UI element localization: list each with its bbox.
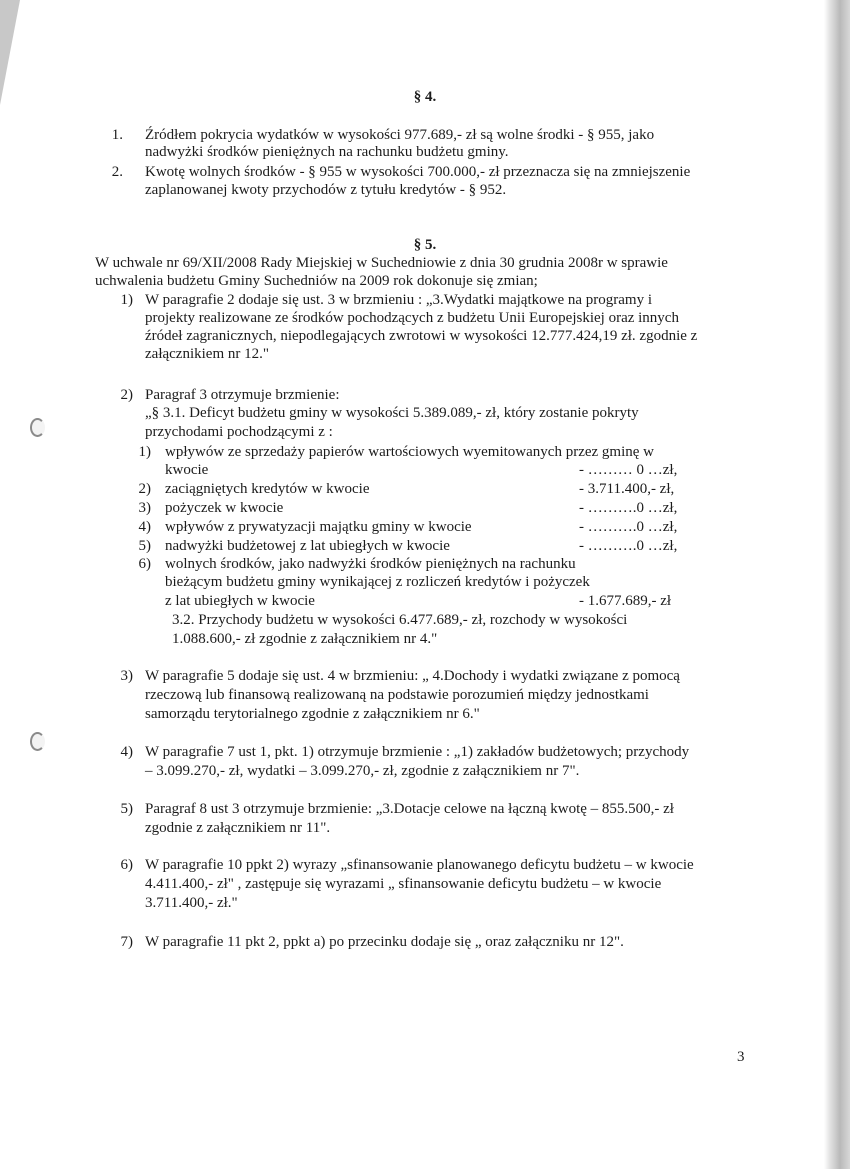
- s5-item-1-line-3: źródeł zagranicznych, niepodlegających zwrotowi w wysokości 12.777.424,19 zł. zgodnie z: [145, 328, 698, 344]
- s4-item-2-line-1: Kwotę wolnych środków - § 955 w wysokości 700.000,- zł przeznacza się na zmniejszenie: [145, 164, 691, 180]
- s5-item-3-line-3: samorządu terytorialnego zgodnie z załącznikiem nr 6.": [145, 706, 480, 722]
- s5-sub-4-amount: - ……….0 …zł,: [579, 519, 678, 535]
- s5-sub-1-line-1: wpływów ze sprzedaży papierów wartościowych wyemitowanych przez gminę w: [165, 444, 654, 460]
- s5-item-7-num: 7): [120, 934, 133, 950]
- s5-sub-6-amount: - 1.677.689,- zł: [579, 593, 672, 609]
- s5-sub-2-amount: - 3.711.400,- zł,: [579, 481, 675, 497]
- s5-item-3-line-2: rzeczową lub finansową realizowaną na podstawie porozumień między jednostkami: [145, 687, 649, 703]
- s5-item-3-line-1: W paragrafie 5 dodaje się ust. 4 w brzmieniu: „ 4.Dochody i wydatki związane z pomocą: [145, 668, 680, 684]
- s4-item-2-line-2: zaplanowanej kwoty przychodów z tytułu kredytów - § 952.: [145, 182, 507, 198]
- s5-item-5-line-1: Paragraf 8 ust 3 otrzymuje brzmienie: „3.Dotacje celowe na łączną kwotę – 855.500,- zł: [145, 801, 674, 817]
- punch-hole-bottom: [30, 732, 45, 751]
- s5-sub-2-num: 2): [138, 481, 151, 497]
- s5-sub-1-num: 1): [138, 444, 151, 460]
- s5-item-4-line-1: W paragrafie 7 ust 1, pkt. 1) otrzymuje brzmienie : „1) zakładów budżetowych; przychody: [145, 744, 690, 760]
- s5-sub-1-line-2: kwocie: [165, 462, 209, 478]
- s5-intro-line-1: W uchwale nr 69/XII/2008 Rady Miejskiej w Suchedniowie z dnia 30 grudnia 2008r w sprawie: [95, 255, 668, 271]
- s5-item-6-line-1: W paragrafie 10 ppkt 2) wyrazy „sfinansowanie planowanego deficytu budżetu – w kwocie: [145, 857, 694, 873]
- s5-item-2-tail-line-1: 3.2. Przychody budżetu w wysokości 6.477.689,- zł, rozchody w wysokości: [172, 612, 628, 628]
- s5-sub-5-line-1: nadwyżki budżetowej z lat ubiegłych w kwocie: [165, 538, 450, 554]
- s5-item-5-num: 5): [120, 801, 133, 817]
- s4-item-1-num: 1.: [111, 127, 123, 143]
- punch-hole-top: [30, 418, 45, 437]
- s4-item-1-line-1: Źródłem pokrycia wydatków w wysokości 977.689,- zł są wolne środki - § 955, jako: [145, 127, 655, 143]
- s5-item-2-line-3: przychodami pochodzącymi z :: [145, 424, 333, 440]
- s5-item-2-num: 2): [120, 387, 133, 403]
- s5-sub-3-num: 3): [138, 500, 151, 516]
- s5-item-1-line-2: projekty realizowane ze środków pochodzących z budżetu Unii Europejskiej oraz innych: [145, 310, 679, 326]
- s5-intro-line-2: uchwalenia budżetu Gminy Suchedniów na 2009 rok dokonuje się zmian;: [95, 273, 538, 289]
- s5-item-6-line-2: 4.411.400,- zł" , zastępuje się wyrazami „ sfinansowanie deficytu budżetu – w kwocie: [145, 876, 662, 892]
- section-4-heading: § 4.: [413, 89, 437, 105]
- s5-item-1-num: 1): [120, 292, 133, 308]
- s4-item-1-line-2: nadwyżki środków pieniężnych na rachunku budżetu gminy.: [145, 144, 509, 160]
- s5-item-2-tail-line-2: 1.088.600,- zł zgodnie z załącznikiem nr 4.": [172, 631, 438, 647]
- s5-sub-5-num: 5): [138, 538, 151, 554]
- s5-item-4-num: 4): [120, 744, 133, 760]
- s5-item-1-line-1: W paragrafie 2 dodaje się ust. 3 w brzmieniu : „3.Wydatki majątkowe na programy i: [145, 292, 652, 308]
- page-number: 3: [737, 1049, 745, 1065]
- s5-item-7-line-1: W paragrafie 11 pkt 2, ppkt a) po przecinku dodaje się „ oraz załączniku nr 12".: [145, 934, 624, 950]
- s5-item-4-line-2: – 3.099.270,- zł, wydatki – 3.099.270,- zł, zgodnie z załącznikiem nr 7".: [145, 763, 580, 779]
- s5-sub-3-amount: - ……….0 …zł,: [579, 500, 678, 516]
- s5-item-2-line-1: Paragraf 3 otrzymuje brzmienie:: [145, 387, 340, 403]
- s5-sub-2-line-1: zaciągniętych kredytów w kwocie: [165, 481, 370, 497]
- s5-sub-6-num: 6): [138, 556, 151, 572]
- s5-sub-5-amount: - ……….0 …zł,: [579, 538, 678, 554]
- s5-item-6-num: 6): [120, 857, 133, 873]
- s5-sub-6-line-1: wolnych środków, jako nadwyżki środków pieniężnych na rachunku: [165, 556, 576, 572]
- s5-sub-1-amount: - ……… 0 …zł,: [579, 462, 678, 478]
- s5-item-5-line-2: zgodnie z załącznikiem nr 11".: [145, 820, 331, 836]
- s5-sub-4-num: 4): [138, 519, 151, 535]
- s5-sub-6-line-3: z lat ubiegłych w kwocie: [165, 593, 315, 609]
- s4-item-2-num: 2.: [111, 164, 123, 180]
- s5-item-1-line-4: załącznikiem nr 12.": [145, 346, 269, 362]
- s5-item-3-num: 3): [120, 668, 133, 684]
- s5-sub-3-line-1: pożyczek w kwocie: [165, 500, 284, 516]
- scan-edge-shadow: [824, 0, 850, 1169]
- s5-item-6-line-3: 3.711.400,- zł.": [145, 895, 238, 911]
- s5-sub-6-line-2: bieżącym budżetu gminy wynikającej z rozliczeń kredytów i pożyczek: [165, 574, 590, 590]
- s5-item-2-line-2: „§ 3.1. Deficyt budżetu gminy w wysokości 5.389.089,- zł, który zostanie pokryty: [145, 405, 639, 421]
- section-5-heading: § 5.: [413, 237, 437, 253]
- s5-sub-4-line-1: wpływów z prywatyzacji majątku gminy w kwocie: [165, 519, 472, 535]
